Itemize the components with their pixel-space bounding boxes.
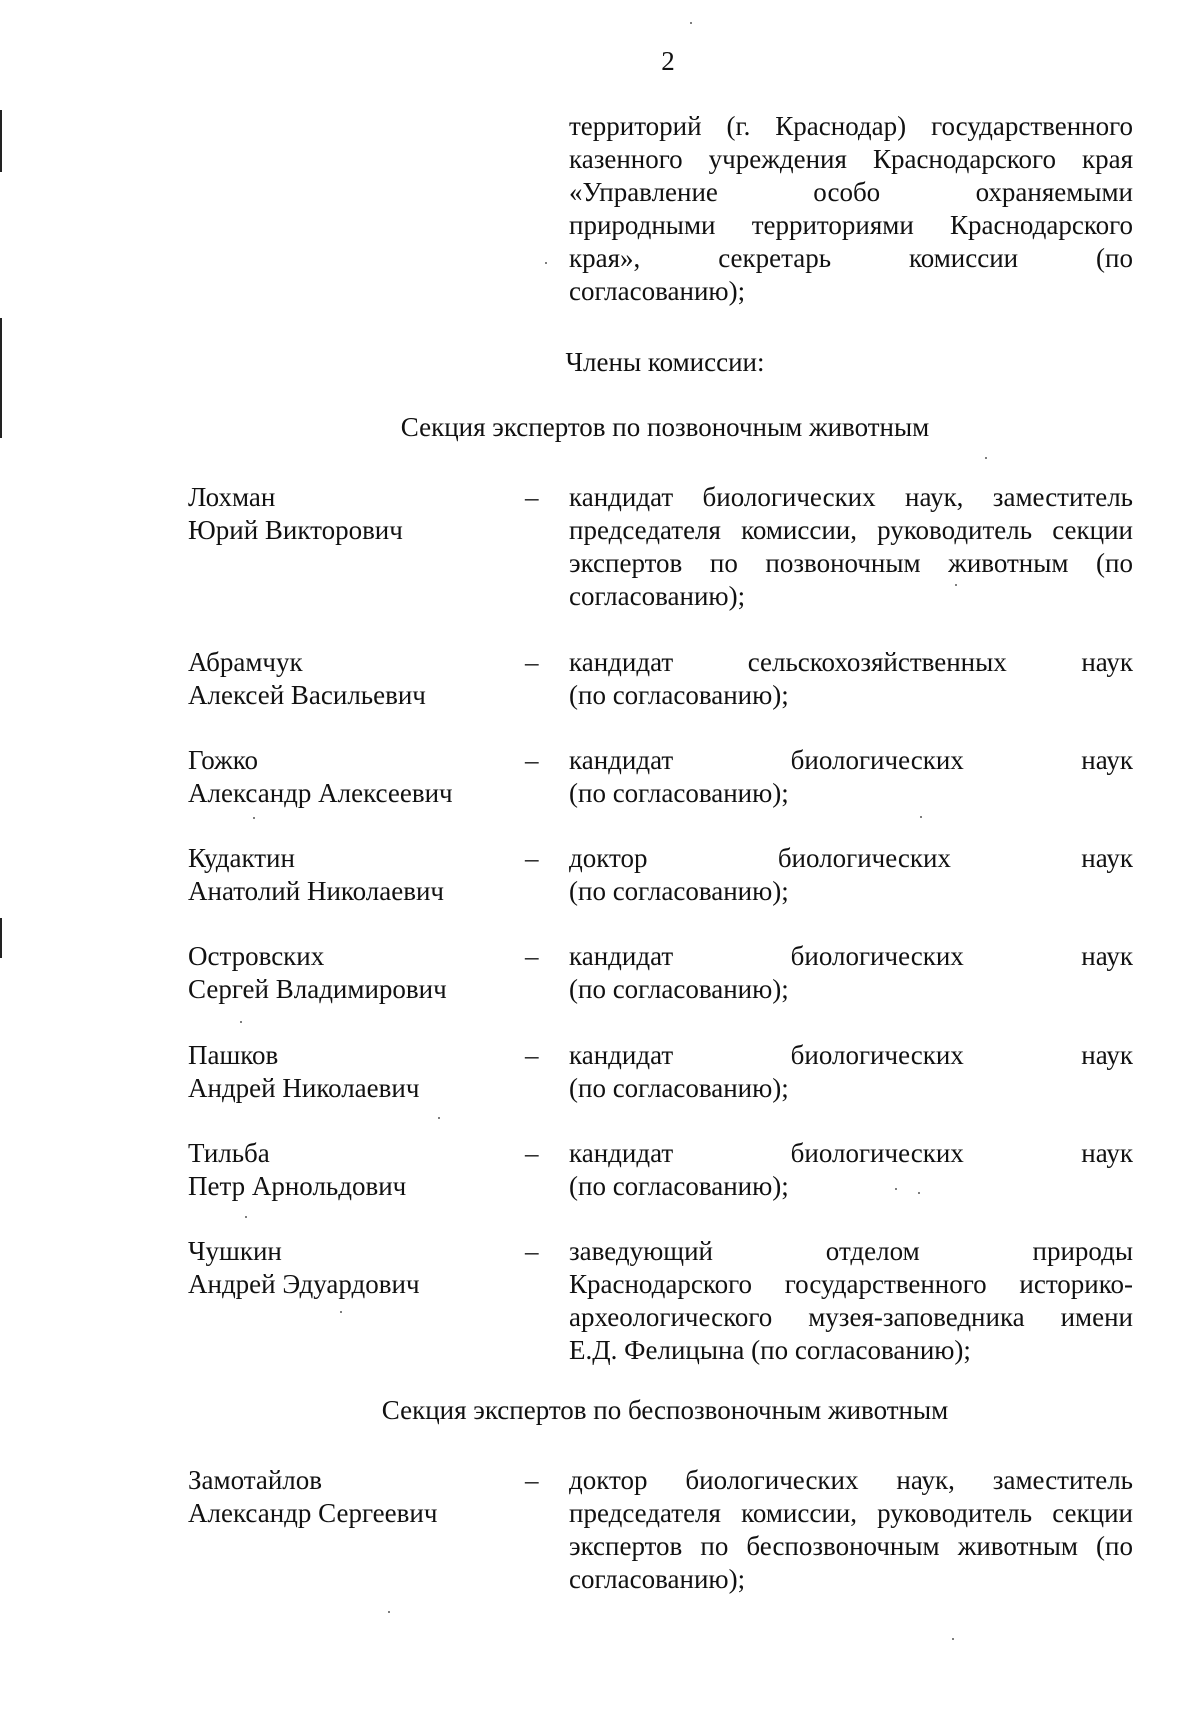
member-description — [569, 646, 1133, 712]
description-line: (по согласованию); — [569, 1171, 789, 1201]
description-line: экспертов по беспозвоночным животным (по — [569, 1531, 1133, 1561]
description-line: кандидат биологических наук, заместитель — [569, 482, 1133, 512]
member-name — [188, 744, 518, 810]
scan-speck — [545, 262, 547, 264]
description-line: доктор биологических наук, заместитель — [569, 1465, 1133, 1495]
member-description — [569, 744, 1133, 810]
description-line: (по согласованию); — [569, 974, 789, 1004]
member-surname: Лохман — [188, 482, 276, 512]
member-surname: Чушкин — [188, 1236, 282, 1266]
scan-speck — [388, 1611, 390, 1613]
member-description — [569, 1137, 1133, 1203]
scan-speck — [340, 1311, 342, 1313]
scan-speck — [690, 22, 692, 24]
dash: – — [525, 1465, 539, 1495]
member-surname: Абрамчук — [188, 647, 303, 677]
intro-line: казенного учреждения Краснодарского края — [569, 144, 1133, 174]
description-line: (по согласованию); — [569, 680, 789, 710]
description-line: председателя комиссии, руководитель секции — [569, 1498, 1133, 1528]
scan-edge-mark — [0, 918, 2, 958]
page-number: 2 — [661, 46, 675, 76]
scan-speck — [240, 1021, 242, 1023]
member-description — [569, 481, 1133, 613]
member-given-name: Анатолий Николаевич — [188, 876, 444, 906]
scan-speck — [438, 1117, 440, 1119]
member-surname: Тильба — [188, 1138, 270, 1168]
member-given-name: Сергей Владимирович — [188, 974, 447, 1004]
member-name — [188, 1464, 518, 1530]
member-given-name: Александр Сергеевич — [188, 1498, 438, 1528]
dash: – — [525, 647, 539, 677]
member-description — [569, 1235, 1133, 1367]
scan-speck — [895, 1188, 897, 1190]
scan-speck — [253, 817, 255, 819]
member-name — [188, 481, 518, 547]
scan-speck — [985, 457, 987, 459]
section-title-invertebrates: Секция экспертов по беспозвоночным животным — [381, 1395, 949, 1425]
member-name — [188, 1039, 518, 1105]
scan-speck — [245, 1216, 247, 1218]
member-given-name: Алексей Васильевич — [188, 680, 426, 710]
member-surname: Гожко — [188, 745, 258, 775]
description-line: археологического музея-заповедника имени — [569, 1302, 1133, 1332]
dash: – — [525, 1138, 539, 1168]
dash: – — [525, 745, 539, 775]
scan-speck — [918, 1192, 920, 1194]
member-surname: Пашков — [188, 1040, 279, 1070]
member-name — [188, 1137, 518, 1203]
member-given-name: Александр Алексеевич — [188, 778, 453, 808]
intro-line: природными территориями Краснодарского — [569, 210, 1133, 240]
dash: – — [525, 843, 539, 873]
dash: – — [525, 1236, 539, 1266]
description-line: экспертов по позвоночным животным (по — [569, 548, 1133, 578]
intro-paragraph — [569, 110, 1133, 308]
dash: – — [525, 941, 539, 971]
member-given-name: Юрий Викторович — [188, 515, 403, 545]
member-description — [569, 940, 1133, 1006]
scan-speck — [955, 584, 957, 586]
description-line: (по согласованию); — [569, 876, 789, 906]
description-line: Е.Д. Фелицына (по согласованию); — [569, 1335, 971, 1365]
member-description — [569, 1039, 1133, 1105]
member-surname: Замотайлов — [188, 1465, 323, 1495]
description-line: согласованию); — [569, 581, 746, 611]
dash: – — [525, 1040, 539, 1070]
dash: – — [525, 482, 539, 512]
scan-speck — [952, 1638, 954, 1640]
description-line: кандидат сельскохозяйственных наук — [569, 647, 1133, 677]
intro-line: согласованию); — [569, 276, 746, 306]
member-given-name: Петр Арнольдович — [188, 1171, 407, 1201]
member-surname: Островских — [188, 941, 325, 971]
member-description — [569, 842, 1133, 908]
description-line: согласованию); — [569, 1564, 746, 1594]
description-line: (по согласованию); — [569, 778, 789, 808]
member-name — [188, 646, 518, 712]
description-line: заведующий отделом природы — [569, 1236, 1133, 1266]
member-name — [188, 940, 518, 1006]
description-line: кандидат биологических наук — [569, 941, 1133, 971]
intro-line: территорий (г. Краснодар) государственного — [569, 111, 1133, 141]
members-heading: Члены комиссии: — [565, 347, 765, 377]
description-line: (по согласованию); — [569, 1073, 789, 1103]
section-title-vertebrates: Секция экспертов по позвоночным животным — [400, 412, 930, 442]
member-description — [569, 1464, 1133, 1596]
member-surname: Кудактин — [188, 843, 295, 873]
member-name — [188, 842, 518, 908]
member-name — [188, 1235, 518, 1301]
intro-line: «Управление особо охраняемыми — [569, 177, 1133, 207]
member-given-name: Андрей Эдуардович — [188, 1269, 420, 1299]
scan-edge-mark — [0, 110, 2, 172]
scan-speck — [920, 816, 922, 818]
intro-line: края», секретарь комиссии (по — [569, 243, 1133, 273]
description-line: кандидат биологических наук — [569, 1040, 1133, 1070]
member-given-name: Андрей Николаевич — [188, 1073, 420, 1103]
description-line: доктор биологических наук — [569, 843, 1133, 873]
description-line: председателя комиссии, руководитель секции — [569, 515, 1133, 545]
description-line: кандидат биологических наук — [569, 745, 1133, 775]
description-line: Краснодарского государственного историко- — [569, 1269, 1133, 1299]
description-line: кандидат биологических наук — [569, 1138, 1133, 1168]
